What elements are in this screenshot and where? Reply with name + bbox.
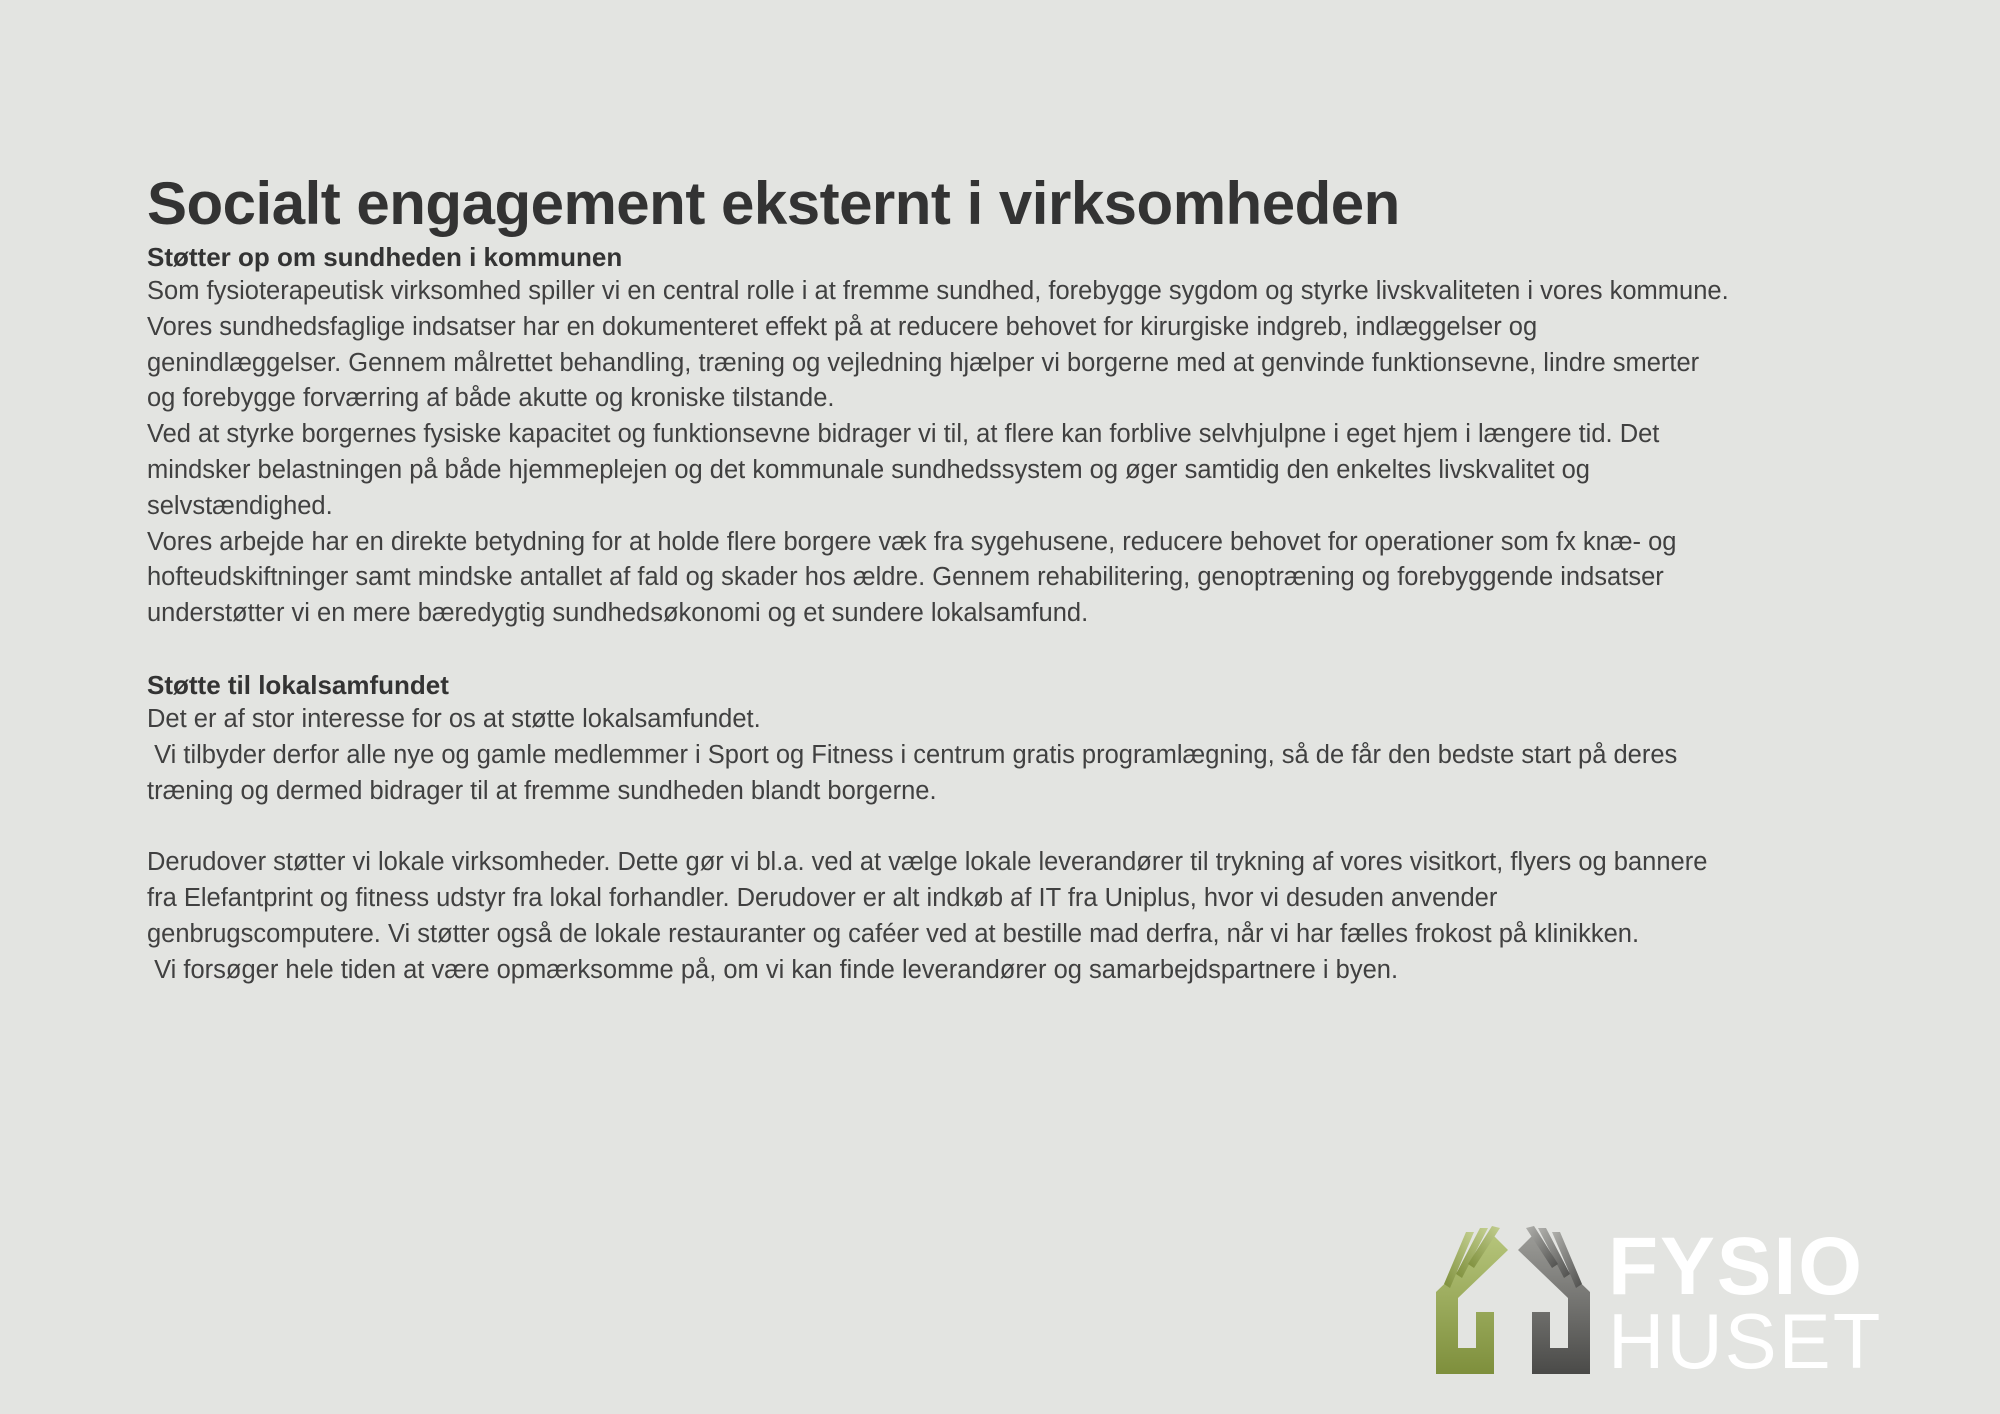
body-line: Vi tilbyder derfor alle nye og gamle medlemmer i Sport og Fitness i centrum gratis programlægning, så de får den bedste start på deres <box>147 740 1678 769</box>
body-line: fra Elefantprint og fitness udstyr fra lokal forhandler. Derudover er alt indkøb af IT fra Uniplus, hvor vi desuden anvender <box>147 884 1498 913</box>
body-line: og forebygge forværring af både akutte og kroniske tilstande. <box>147 384 835 413</box>
body-line: mindsker belastningen på både hjemmeplejen og det kommunale sundhedssystem og øger samtidig den enkeltes livskvalitet og <box>147 455 1590 484</box>
body-line: selvstændighed. <box>147 491 333 520</box>
body-line: træning og dermed bidrager til at fremme sundheden blandt borgerne. <box>147 776 937 805</box>
body-line: Det er af stor interesse for os at støtte lokalsamfundet. <box>147 704 761 733</box>
section-body-lokale-virksomheder <box>147 845 1867 988</box>
body-line: Vores arbejde har en direkte betydning for at holde flere borgere væk fra sygehusene, reducere behovet for operationer som fx knæ- og <box>147 527 1677 556</box>
section-spacer <box>147 809 1867 845</box>
body-line: hofteudskiftninger samt mindske antallet af fald og skader hos ældre. Gennem rehabilitering, genoptræning og forebyggende indsatser <box>147 563 1664 592</box>
body-line: understøtter vi en mere bæredygtig sundhedsøkonomi og et sundere lokalsamfund. <box>147 599 1089 628</box>
body-line: genindlæggelser. Gennem målrettet behandling, træning og vejledning hjælper vi borgerne med at genvinde funktionsevne, lindre smerter <box>147 348 1700 377</box>
fysiohuset-logo <box>1436 1221 1883 1385</box>
page-title: Socialt engagement eksternt i virksomheden <box>147 170 1400 237</box>
section-heading-sundhed: Støtter op om sundheden i kommunen <box>147 242 623 272</box>
logo-word-fysio: FYSIO <box>1608 1221 1865 1312</box>
document-content <box>147 168 1867 989</box>
section-body-lokalsamfund <box>147 702 1867 809</box>
body-line: Derudover støtter vi lokale virksomheder. Dette gør vi bl.a. ved at vælge lokale leverandører til trykning af vores visitkort, flyers og bannere <box>147 848 1708 877</box>
body-line: Vores sundhedsfaglige indsatser har en dokumenteret effekt på at reducere behovet for kirurgiske indgreb, indlæggelser og <box>147 312 1538 341</box>
body-line: Vi forsøger hele tiden at være opmærksomme på, om vi kan finde leverandører og samarbejdspartnere i byen. <box>147 955 1399 984</box>
section-spacer <box>147 632 1867 668</box>
body-line: Som fysioterapeutisk virksomhed spiller vi en central rolle i at fremme sundhed, forebygge sygdom og styrke livskvaliteten i vores kommune. <box>147 277 1729 305</box>
logo-word-huset: HUSET <box>1608 1297 1883 1385</box>
section-heading-lokalsamfund: Støtte til lokalsamfundet <box>147 669 449 700</box>
body-line: Ved at styrke borgernes fysiske kapacitet og funktionsevne bidrager vi til, at flere kan forblive selvhjulpne i eget hjem i længere tid. Det <box>147 420 1660 449</box>
house-logo-icon <box>1436 1226 1590 1374</box>
body-line: genbrugscomputere. Vi støtter også de lokale restauranter og caféer ved at bestille mad derfra, når vi har fælles frokost på klinikken. <box>147 919 1640 948</box>
section-body-sundhed <box>147 274 1867 632</box>
